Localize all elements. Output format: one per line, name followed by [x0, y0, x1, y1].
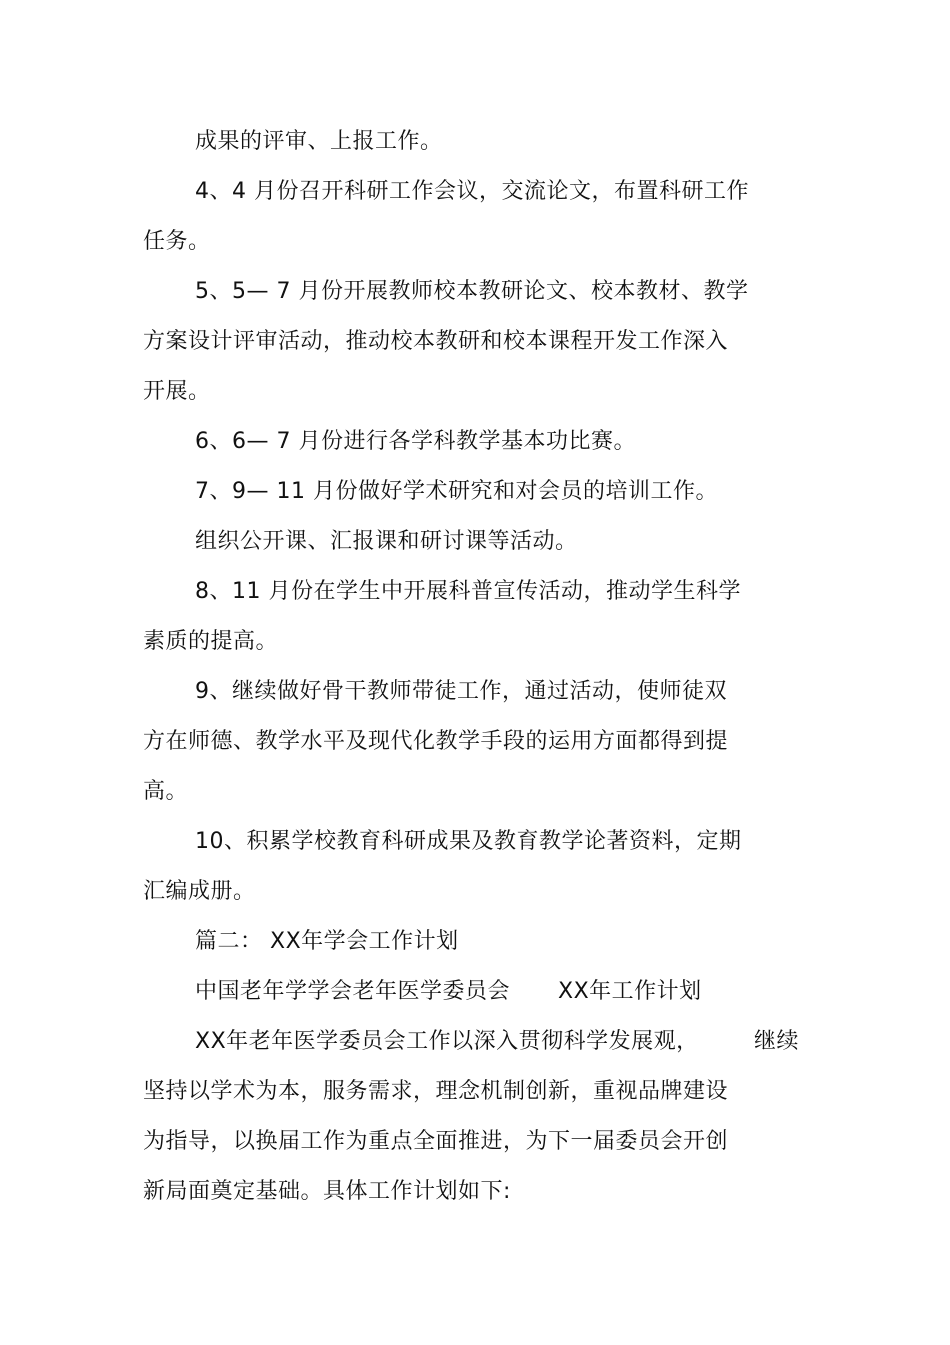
text-line: 开展。	[143, 379, 211, 404]
text-line: 方在师德、教学水平及现代化教学手段的运用方面都得到提	[143, 729, 729, 754]
text-line: 继续	[754, 1029, 800, 1054]
text-line: 10、积累学校教育科研成果及教育教学论著资料，定期	[195, 829, 742, 854]
text-line: XX年工作计划	[558, 979, 702, 1004]
text-line: 6、6— 7 月份进行各学科教学基本功比赛。	[195, 429, 636, 454]
text-line: 高。	[143, 779, 189, 804]
text-line: 方案设计评审活动，推动校本教研和校本课程开发工作深入	[143, 329, 729, 354]
text-line: 为指导，以换届工作为重点全面推进，为下一届委员会开创	[143, 1129, 729, 1154]
text-line: 8、11 月份在学生中开展科普宣传活动，推动学生科学	[195, 579, 741, 604]
text-line: 新局面奠定基础。具体工作计划如下:	[143, 1179, 511, 1204]
text-line: 任务。	[143, 229, 211, 254]
text-line: 坚持以学术为本，服务需求，理念机制创新，重视品牌建设	[143, 1079, 729, 1104]
text-line: 中国老年学学会老年医学委员会	[195, 979, 511, 1004]
text-line: 汇编成册。	[143, 879, 256, 904]
text-line: 5、5— 7 月份开展教师校本教研论文、校本教材、教学	[195, 279, 749, 304]
text-line: 9、继续做好骨干教师带徒工作，通过活动，使师徒双	[195, 679, 727, 704]
text-line: 素质的提高。	[143, 629, 279, 654]
section-heading: 篇二： XX年学会工作计划	[195, 929, 459, 954]
text-line: 7、9— 11 月份做好学术研究和对会员的培训工作。	[195, 479, 718, 504]
text-line: XX年老年医学委员会工作以深入贯彻科学发展观，	[195, 1029, 699, 1054]
text-line: 成果的评审、上报工作。	[195, 129, 443, 154]
text-line: 4、4 月份召开科研工作会议，交流论文，布置科研工作	[195, 179, 749, 204]
text-line: 组织公开课、汇报课和研讨课等活动。	[195, 529, 578, 554]
